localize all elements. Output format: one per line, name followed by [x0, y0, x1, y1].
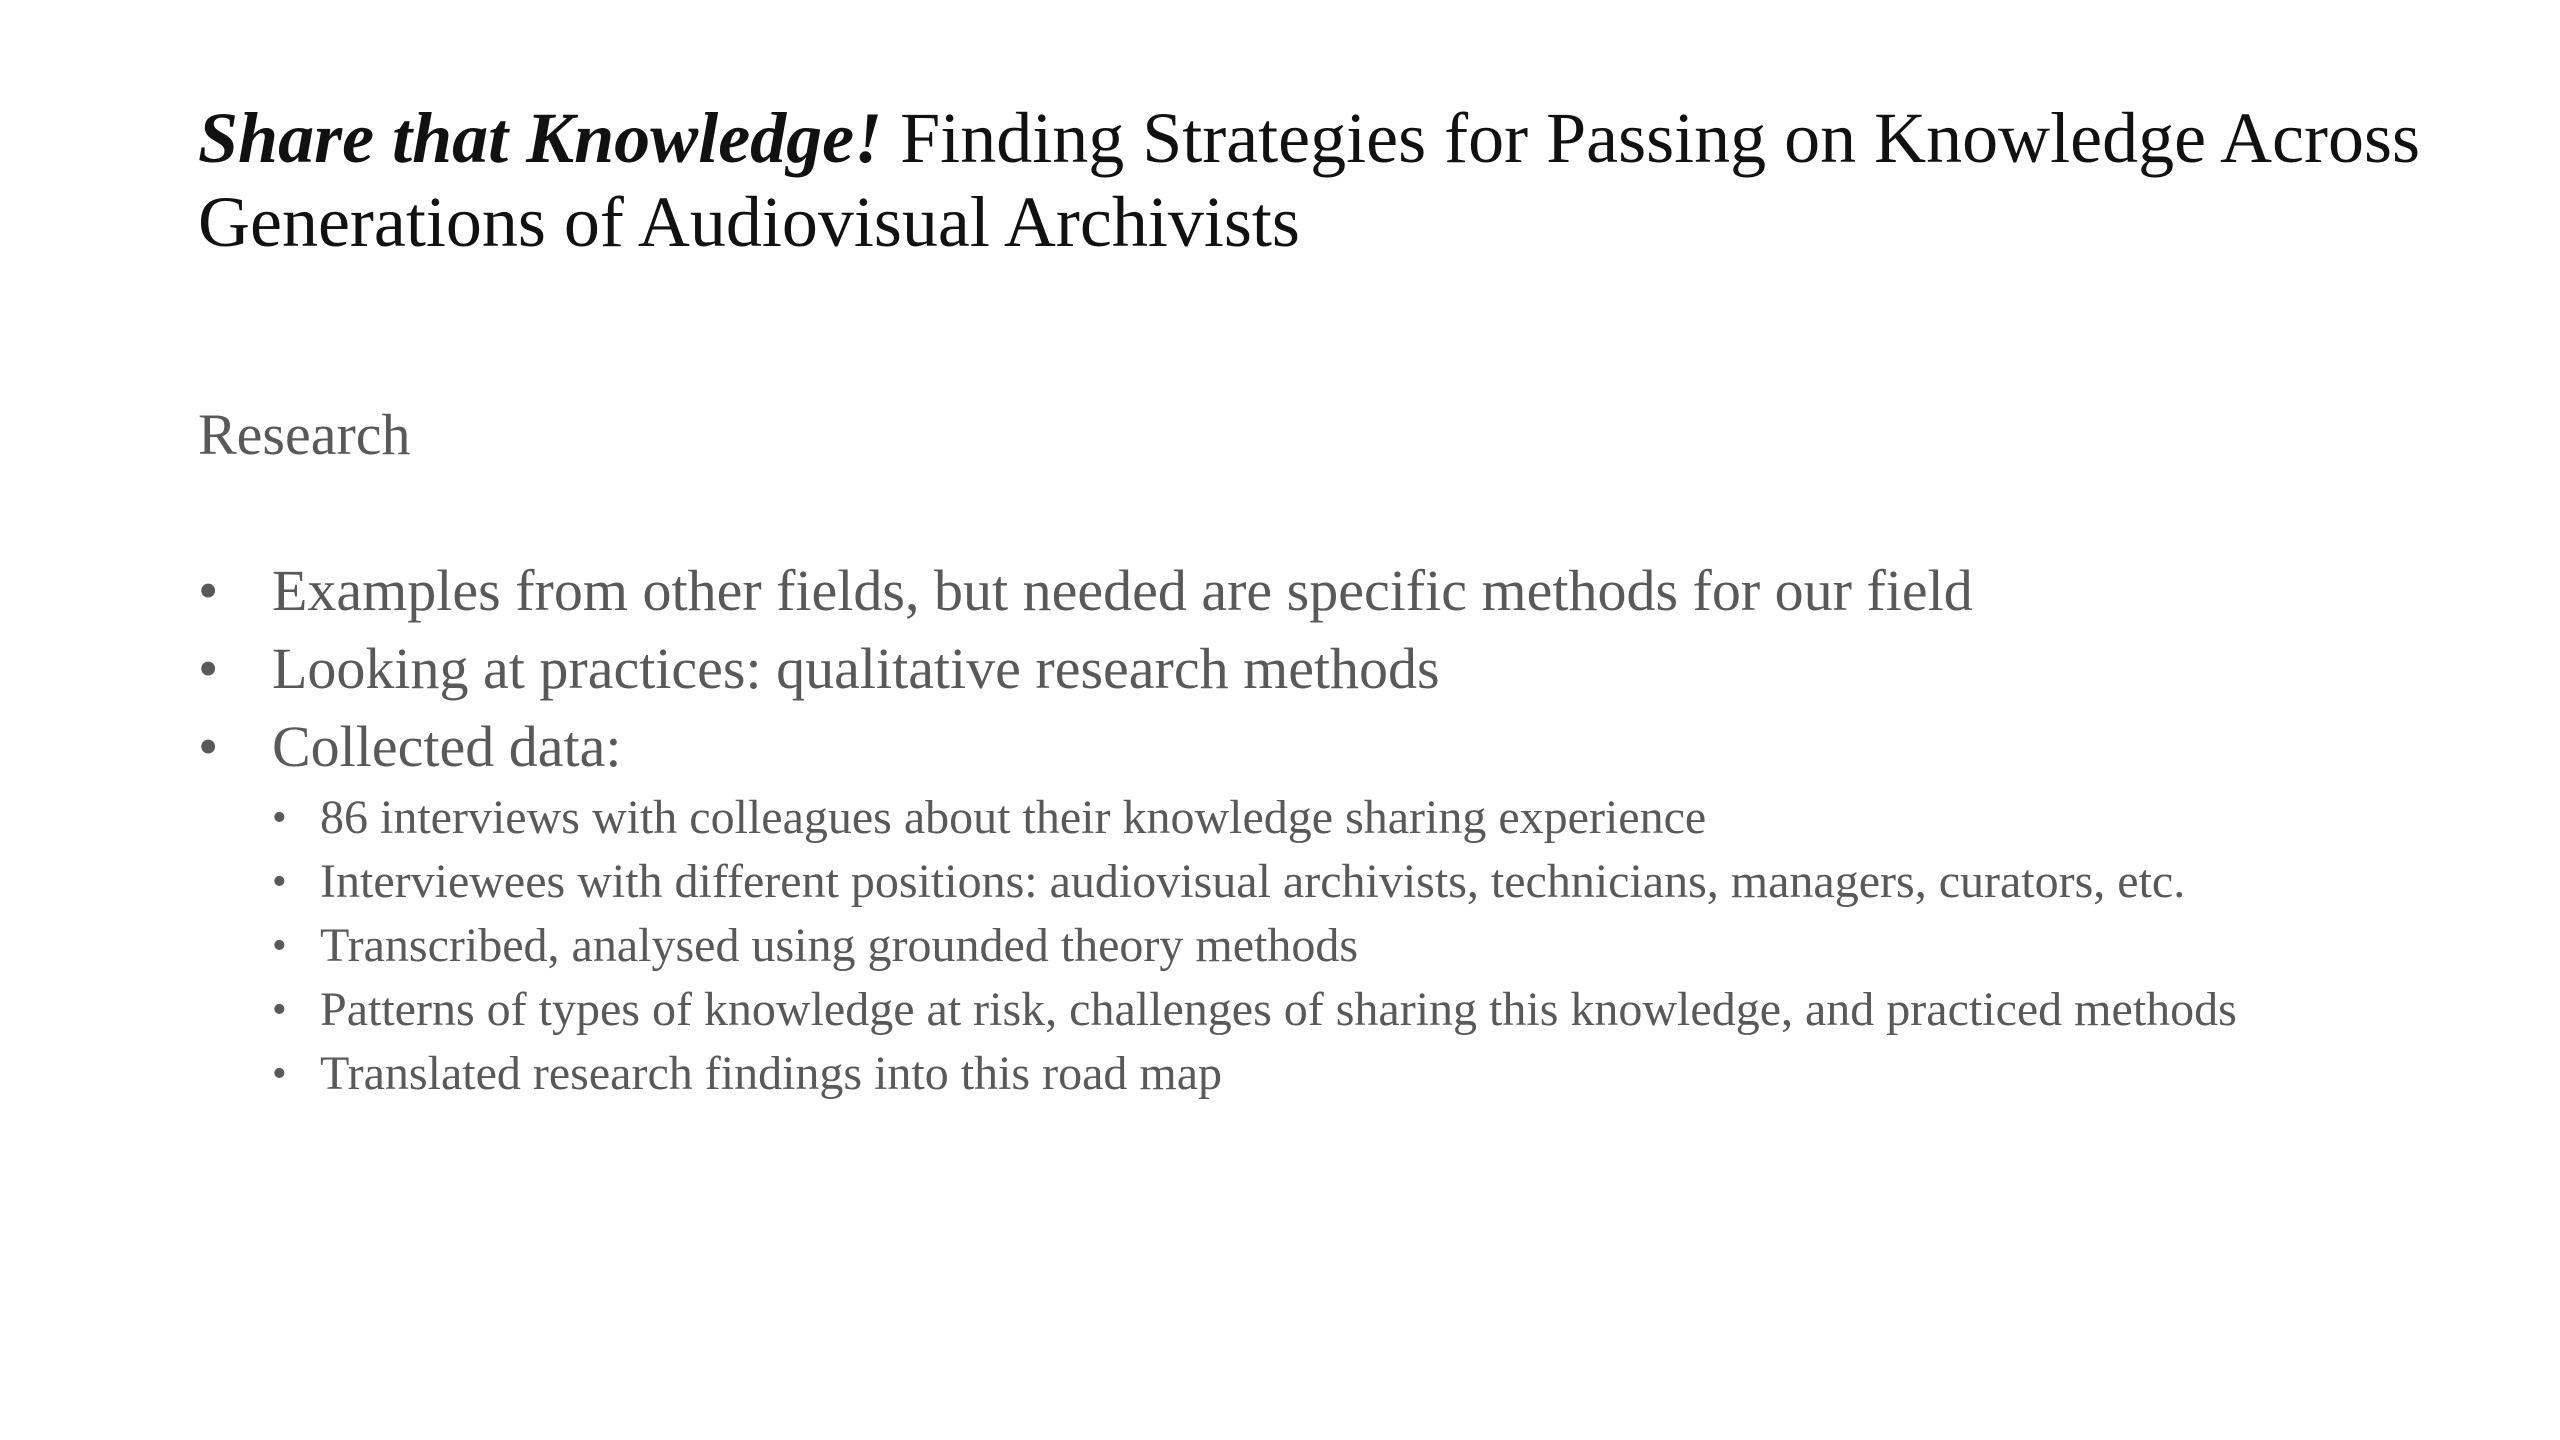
section-heading: Research [198, 402, 411, 467]
sub-bullet-dot-icon: • [272, 859, 287, 905]
bullet-item [198, 630, 2458, 708]
sub-bullet-text: Transcribed, analysed using grounded theory methods [320, 919, 1359, 972]
title-emphasis: Share that Knowledge! [198, 98, 883, 178]
sub-bullet-item [272, 1042, 2458, 1106]
sub-bullet-item [272, 786, 2458, 850]
bullet-text: Examples from other fields, but needed are specific methods for our field [272, 558, 1973, 623]
sub-bullet-dot-icon: • [272, 923, 287, 969]
sub-bullet-item [272, 978, 2458, 1042]
bullet-text: Looking at practices: qualitative research methods [272, 636, 1440, 701]
sub-bullet-text: Interviewees with different positions: audiovisual archivists, technicians, managers, curators, etc. [320, 855, 2186, 908]
bullet-dot-icon: • [198, 714, 219, 779]
bullet-text: Collected data: [272, 714, 622, 779]
sub-bullet-text: 86 interviews with colleagues about their knowledge sharing experience [320, 791, 1707, 844]
title-text: Finding Strategies for Passing on Knowledge Across Generations of Audiovisual Archivists [198, 98, 2421, 262]
bullet-item [198, 708, 2458, 1106]
bullet-dot-icon: • [198, 558, 219, 623]
sub-bullet-dot-icon: • [272, 1051, 287, 1097]
bullet-item [198, 552, 2458, 630]
bullet-list [198, 552, 2458, 1106]
sub-bullet-item [272, 914, 2458, 978]
sub-bullet-text: Translated research findings into this road map [320, 1047, 1223, 1100]
sub-bullet-dot-icon: • [272, 795, 287, 841]
sub-bullet-list [272, 786, 2458, 1106]
sub-bullet-dot-icon: • [272, 987, 287, 1033]
slide-title [198, 96, 2458, 264]
sub-bullet-text: Patterns of types of knowledge at risk, challenges of sharing this knowledge, and practiced methods [320, 983, 2237, 1036]
sub-bullet-item [272, 850, 2458, 914]
bullet-dot-icon: • [198, 636, 219, 701]
